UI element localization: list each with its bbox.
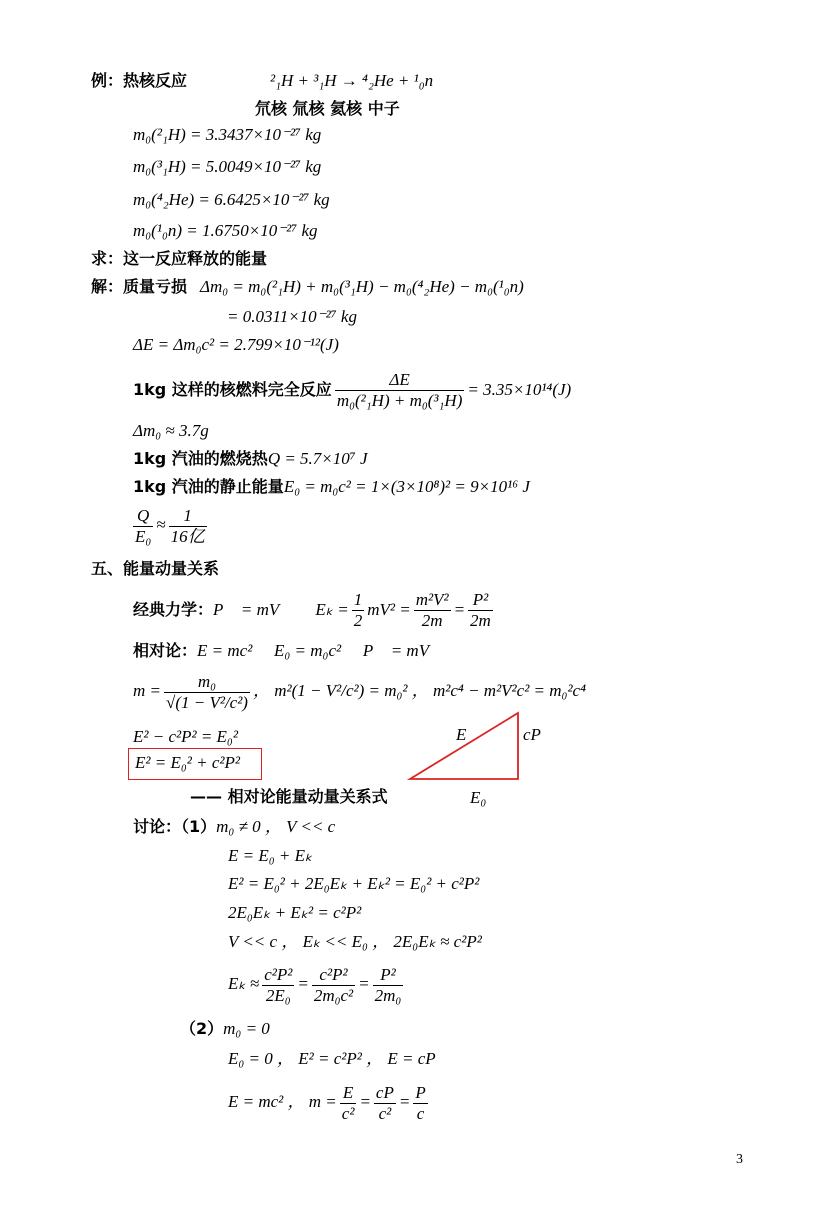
energy-release: ΔE = Δm₀c² = 2.799×10⁻¹²(J) xyxy=(133,335,339,354)
fuel-fraction xyxy=(335,370,465,411)
kinetic-energy-line xyxy=(228,956,406,1012)
classical-frac2 xyxy=(414,590,451,631)
gas-heat-value: Q = 5.7×10⁷ J xyxy=(267,449,368,468)
ek-frac1-den: 2E₀ xyxy=(265,985,291,1005)
ratio-approx: ≈ xyxy=(156,515,166,534)
case1-line-2: E² = E₀² + 2E₀Eₖ + Eₖ² = E₀² + c²P² xyxy=(228,874,480,893)
relativity-equations: E = mc² ， E₀ = m₀c² ， P⃗ = mV⃗ xyxy=(197,641,443,660)
mass-approx: Δm₀ ≈ 3.7g xyxy=(133,421,209,440)
discussion-case2 xyxy=(180,1018,270,1040)
triangle-label-e: E xyxy=(456,725,467,744)
classical-half-den: 2 xyxy=(353,611,363,630)
classical-half xyxy=(352,590,365,631)
ratio-result-fraction xyxy=(169,506,207,547)
classical-half-num: 1 xyxy=(353,590,363,609)
classical-frac3-num: P² xyxy=(468,590,493,611)
ek-frac1 xyxy=(262,965,294,1006)
gas-rest-value: E₀ = m₀c² = 1×(3×10⁸)² = 9×10¹⁶ J xyxy=(283,477,530,496)
case2-frac1-den: c² xyxy=(341,1103,355,1123)
ek-frac1-num: c²P² xyxy=(264,964,293,984)
case2-line-1: E₀ = 0 ， E² = c²P² ， E = cP xyxy=(228,1049,436,1068)
case1-line-1: E = E₀ + Eₖ xyxy=(228,846,313,865)
ek-frac3-num: P² xyxy=(373,965,404,986)
case2-frac1-num: E xyxy=(340,1083,357,1104)
ratio-result-num: 1 xyxy=(169,506,207,527)
mass-helium: m₀(⁴₂He) = 6.6425×10⁻²⁷ kg xyxy=(133,190,330,209)
energy-momentum-1: E² − c²P² = E₀² xyxy=(133,727,238,746)
ek-equals-2: = xyxy=(358,974,370,993)
case2-equals-1: = xyxy=(359,1092,371,1111)
mass-defect-value: = 0.0311×10⁻²⁷ kg xyxy=(227,307,357,326)
ek-frac3 xyxy=(373,965,404,1006)
case2-frac2 xyxy=(374,1083,396,1124)
case2-equals-2: = xyxy=(398,1092,411,1111)
boxed-equation: E² = E₀² + c²P² xyxy=(135,753,240,772)
triangle-label-cp: cP xyxy=(523,725,541,744)
ek-frac2 xyxy=(312,965,355,1006)
case2-line-2-text: E = mc² ， m = xyxy=(228,1092,337,1111)
relativity-line xyxy=(133,640,442,662)
section-heading: 五、能量动量关系 xyxy=(91,559,220,578)
ek-equals-1: = xyxy=(297,974,309,993)
relativity-label: 相对论： xyxy=(133,641,198,660)
classical-frac2-num: m²V² xyxy=(415,590,449,609)
classical-line xyxy=(133,588,496,632)
triangle-shape xyxy=(410,713,518,779)
reaction-equation: ²₁H + ³₁H → ⁴₂He + ¹₀n xyxy=(270,71,434,90)
discussion-case1 xyxy=(133,816,335,838)
case2-label: （2） xyxy=(180,1019,224,1038)
classical-mv2: mV² = xyxy=(367,600,411,619)
mass-deuterium: m₀(²₁H) = 3.3437×10⁻²⁷ kg xyxy=(133,125,322,144)
mass-tritium: m₀(³₁H) = 5.0049×10⁻²⁷ kg xyxy=(133,157,322,176)
ratio-den: E₀ xyxy=(135,526,152,546)
fuel-result: = 3.35×10¹⁴(J) xyxy=(467,380,572,399)
classical-frac2-den: 2m xyxy=(421,611,443,630)
mass-relation-rest: ， m²(1 − V²/c²) = m₀² ， m²c⁴ − m²V²c² = m₀²c⁴ xyxy=(252,681,587,700)
case2-frac2-num: cP xyxy=(375,1082,394,1102)
case2-frac3-den: c xyxy=(416,1103,425,1123)
ek-frac2-num: c²P² xyxy=(312,965,355,986)
case1-condition: m₀ ≠ 0 ， V << c xyxy=(216,817,336,836)
mass-defect-equation: Δm₀ = m₀(²₁H) + m₀(³₁H) − m₀(⁴₂He) − m₀(¹₀n) xyxy=(200,277,524,296)
ratio-line xyxy=(130,500,210,550)
classical-frac3 xyxy=(468,590,493,631)
classical-ek-lhs: Eₖ = xyxy=(315,600,349,619)
fuel-fraction-num: ΔE xyxy=(335,370,465,391)
case2-frac1 xyxy=(340,1083,357,1124)
mass-lhs: m = xyxy=(133,681,161,700)
ratio-num: Q xyxy=(133,506,153,527)
classical-equals: = xyxy=(453,600,466,619)
triangle-label-e0: E₀ xyxy=(470,788,487,807)
example-label: 例：热核反应 xyxy=(91,71,188,90)
case2-line-2 xyxy=(228,1074,431,1130)
case2-condition: m₀ = 0 xyxy=(223,1019,270,1038)
mass-neutron: m₀(¹₀n) = 1.6750×10⁻²⁷ kg xyxy=(133,221,318,240)
fuel-fraction-den: m₀(²₁H) + m₀(³₁H) xyxy=(336,391,463,410)
discussion-label: 讨论：（1） xyxy=(133,817,217,836)
classical-label: 经典力学： xyxy=(133,600,214,619)
gas-rest-label: 1kg 汽油的静止能量 xyxy=(133,477,284,496)
gas-heat-line xyxy=(133,448,368,470)
mass-relation-line xyxy=(133,668,586,714)
classical-momentum: P⃗ = mV⃗ ， xyxy=(213,600,310,619)
gas-rest-line xyxy=(133,476,530,498)
relation-caption: —— 相对论能量动量关系式 xyxy=(190,787,388,806)
case1-line-4: V << c ， Eₖ << E₀ ， 2E₀Eₖ ≈ c²P² xyxy=(228,932,482,951)
solution-label: 解：质量亏损 xyxy=(91,277,188,296)
case2-frac2-den: c² xyxy=(378,1103,392,1123)
fuel-energy-line xyxy=(133,362,571,418)
question: 求：这一反应释放的能量 xyxy=(91,249,268,268)
ratio-result-den: 16亿 xyxy=(170,526,205,546)
page-number: 3 xyxy=(736,1152,743,1167)
mass-fraction-num: m₀ xyxy=(164,672,250,693)
case2-frac3-num: P xyxy=(415,1082,426,1102)
ek-frac2-den: 2m₀c² xyxy=(313,985,354,1005)
case2-frac3 xyxy=(413,1083,427,1124)
ek-frac3-den: 2m₀ xyxy=(374,985,402,1005)
classical-frac3-den: 2m xyxy=(470,611,491,630)
fuel-label: 1kg 这样的核燃料完全反应 xyxy=(133,380,332,399)
mass-fraction xyxy=(164,672,250,713)
mass-fraction-den: √(1 − V²/c²) xyxy=(166,692,248,712)
ek-lhs: Eₖ ≈ xyxy=(228,974,260,993)
ratio-fraction xyxy=(133,506,153,547)
case1-line-3: 2E₀Eₖ + Eₖ² = c²P² xyxy=(228,903,362,922)
gas-heat-label: 1kg 汽油的燃烧热 xyxy=(133,449,268,468)
particle-names: 氘核 氚核 氦核 中子 xyxy=(255,99,400,118)
